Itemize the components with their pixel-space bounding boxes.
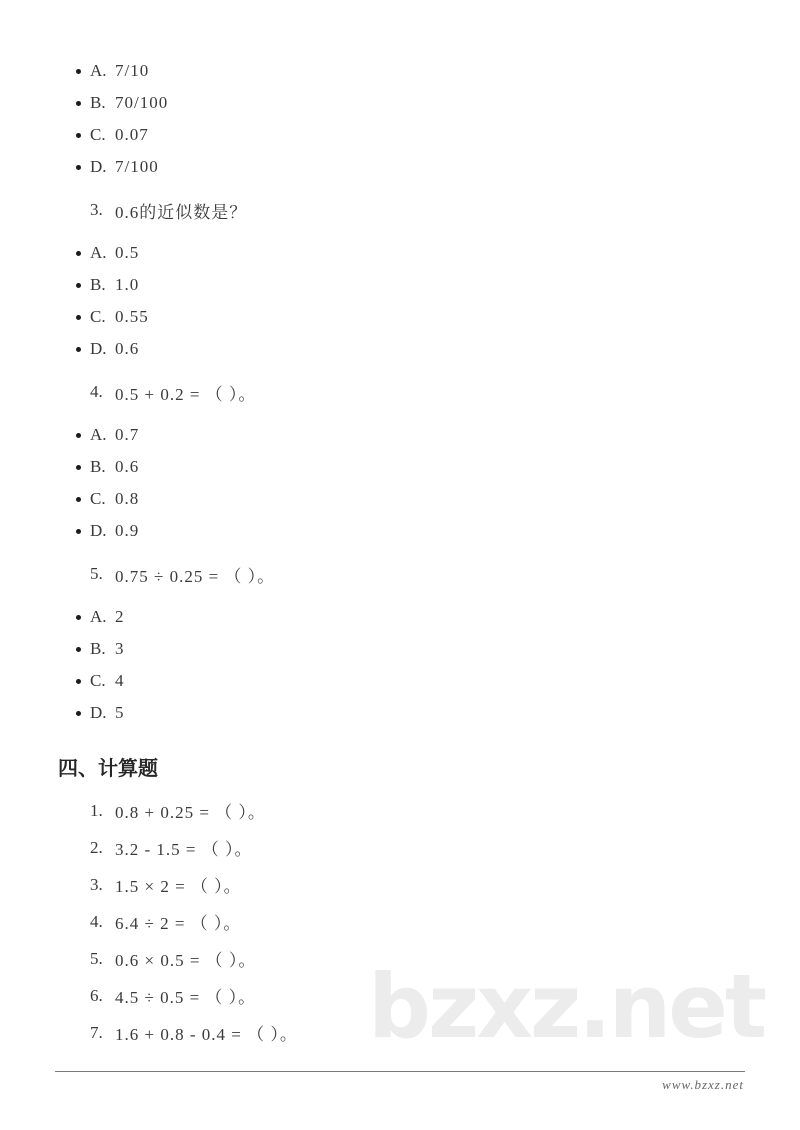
option-item bbox=[0, 665, 800, 697]
option-value: 0.07 bbox=[115, 125, 149, 144]
option-letter: D. bbox=[90, 339, 107, 358]
calculation-item bbox=[0, 977, 800, 1014]
question-number: 5. bbox=[90, 564, 103, 583]
calculation-item bbox=[0, 940, 800, 977]
calculation-item bbox=[0, 792, 800, 829]
bullet-icon bbox=[76, 679, 81, 684]
option-value: 5 bbox=[115, 703, 125, 722]
option-value: 0.55 bbox=[115, 307, 149, 326]
item-text: 1.6 + 0.8 - 0.4 = （ ）。 bbox=[115, 1025, 298, 1044]
option-value: 4 bbox=[115, 671, 125, 690]
option-item bbox=[0, 151, 800, 183]
options-list-question2 bbox=[0, 55, 800, 183]
calculation-item bbox=[0, 866, 800, 903]
option-value: 0.9 bbox=[115, 521, 140, 540]
option-value: 3 bbox=[115, 639, 125, 658]
question-text: 0.75 ÷ 0.25 = （ ）。 bbox=[115, 566, 276, 586]
option-letter: D. bbox=[90, 703, 107, 722]
footer-divider bbox=[55, 1071, 745, 1072]
option-value: 7/100 bbox=[115, 157, 159, 176]
option-letter: A. bbox=[90, 61, 107, 80]
item-number: 3. bbox=[90, 874, 103, 894]
question-4 bbox=[0, 376, 800, 408]
question-number: 3. bbox=[90, 200, 103, 219]
question-text: 0.6的近似数是？ bbox=[115, 202, 248, 222]
bullet-icon bbox=[76, 347, 81, 352]
option-value: 70/100 bbox=[115, 93, 169, 112]
option-letter: C. bbox=[90, 307, 106, 326]
bullet-icon bbox=[76, 251, 81, 256]
option-value: 1.0 bbox=[115, 275, 140, 294]
bullet-icon bbox=[76, 283, 81, 288]
option-item bbox=[0, 301, 800, 333]
item-number: 5. bbox=[90, 948, 103, 968]
bullet-icon bbox=[76, 529, 81, 534]
option-value: 0.5 bbox=[115, 243, 140, 262]
option-letter: C. bbox=[90, 125, 106, 144]
calculation-item bbox=[0, 903, 800, 940]
item-number: 6. bbox=[90, 985, 103, 1005]
option-letter: B. bbox=[90, 275, 106, 294]
option-value: 0.6 bbox=[115, 339, 140, 358]
option-letter: A. bbox=[90, 243, 107, 262]
option-value: 0.6 bbox=[115, 457, 140, 476]
option-item bbox=[0, 119, 800, 151]
question-3 bbox=[0, 194, 800, 226]
bullet-icon bbox=[76, 615, 81, 620]
option-item bbox=[0, 333, 800, 365]
option-item bbox=[0, 55, 800, 87]
options-list-question3 bbox=[0, 237, 800, 365]
bullet-icon bbox=[76, 647, 81, 652]
calculation-item bbox=[0, 1014, 800, 1051]
option-item bbox=[0, 483, 800, 515]
item-text: 3.2 - 1.5 = （ ）。 bbox=[115, 840, 253, 859]
option-value: 0.7 bbox=[115, 425, 140, 444]
question-text: 0.5 + 0.2 = （ ）。 bbox=[115, 384, 257, 404]
watermark-text: bzxz.net bbox=[368, 955, 765, 1058]
bullet-icon bbox=[76, 465, 81, 470]
item-text: 0.6 × 0.5 = （ ）。 bbox=[115, 951, 257, 970]
item-number: 7. bbox=[90, 1022, 103, 1042]
bullet-icon bbox=[76, 133, 81, 138]
item-text: 4.5 ÷ 0.5 = （ ）。 bbox=[115, 988, 257, 1007]
bullet-icon bbox=[76, 315, 81, 320]
item-number: 2. bbox=[90, 837, 103, 857]
footer-site-url: www.bzxz.net bbox=[662, 1077, 744, 1092]
option-value: 0.8 bbox=[115, 489, 140, 508]
option-letter: C. bbox=[90, 671, 106, 690]
option-letter: D. bbox=[90, 157, 107, 176]
option-letter: A. bbox=[90, 607, 107, 626]
bullet-icon bbox=[76, 711, 81, 716]
option-letter: C. bbox=[90, 489, 106, 508]
question-5 bbox=[0, 558, 800, 590]
options-list-question4 bbox=[0, 419, 800, 547]
option-letter: D. bbox=[90, 521, 107, 540]
bullet-icon bbox=[76, 497, 81, 502]
item-text: 0.8 + 0.25 = （ ）。 bbox=[115, 803, 266, 822]
option-item bbox=[0, 633, 800, 665]
bullet-icon bbox=[76, 433, 81, 438]
option-item bbox=[0, 237, 800, 269]
option-letter: A. bbox=[90, 425, 107, 444]
item-number: 1. bbox=[90, 800, 103, 820]
calculation-list bbox=[0, 792, 800, 1058]
calculation-item bbox=[0, 829, 800, 866]
option-item bbox=[0, 601, 800, 633]
bullet-icon bbox=[76, 165, 81, 170]
option-item bbox=[0, 451, 800, 483]
section-heading: 四、计算题 bbox=[58, 758, 158, 780]
option-letter: B. bbox=[90, 457, 106, 476]
item-number: 4. bbox=[90, 911, 103, 931]
option-item bbox=[0, 697, 800, 729]
option-value: 2 bbox=[115, 607, 125, 626]
option-letter: B. bbox=[90, 639, 106, 658]
option-item bbox=[0, 419, 800, 451]
option-value: 7/10 bbox=[115, 61, 150, 80]
option-letter: B. bbox=[90, 93, 106, 112]
bullet-icon bbox=[76, 69, 81, 74]
option-item bbox=[0, 515, 800, 547]
bullet-icon bbox=[76, 101, 81, 106]
item-text: 6.4 ÷ 2 = （ ）。 bbox=[115, 914, 242, 933]
option-item bbox=[0, 87, 800, 119]
item-text: 1.5 × 2 = （ ）。 bbox=[115, 877, 242, 896]
option-item bbox=[0, 269, 800, 301]
options-list-question5 bbox=[0, 601, 800, 729]
question-number: 4. bbox=[90, 382, 103, 401]
